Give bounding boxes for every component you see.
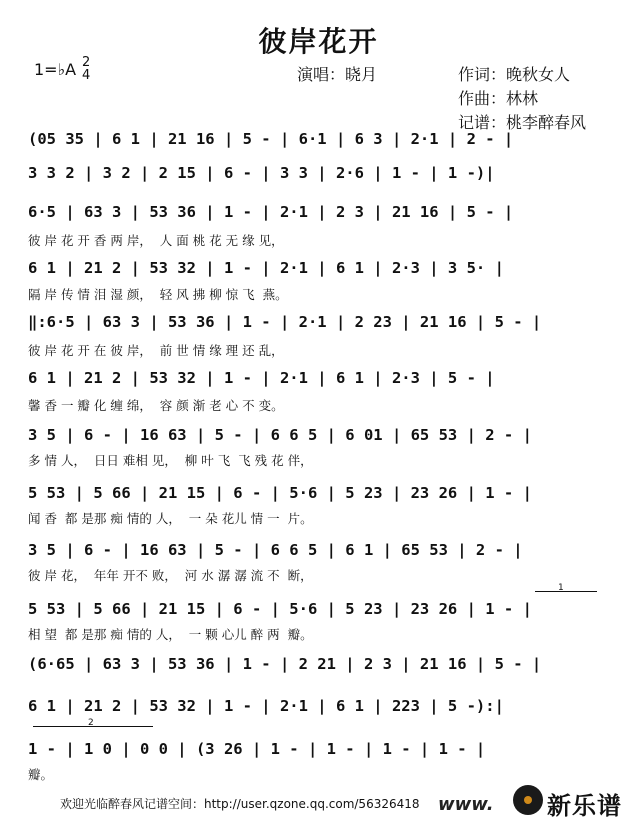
notation-line-7: 3 5 | 6 - | 16 63 | 5 - | 6 6 5 | 6 01 | 65 53 | 2 - | [28,426,532,444]
notation-line-9: 3 5 | 6 - | 16 63 | 5 - | 6 6 5 | 6 1 | 65 53 | 2 - | [28,541,523,559]
lyric-line-8: 闻 香 都 是那 痴 情的 人， 一 朵 花儿 情 一 片。 [28,511,313,526]
time-signature [82,56,90,82]
time-signature-top: 2 [82,55,91,70]
notation-line-2: 3 3 2 | 3 2 | 2 15 | 6 - | 3 3 | 2·6 | 1 - | 1 -)| [28,164,495,182]
notation-line-3: 6·5 | 63 3 | 53 36 | 1 - | 2·1 | 2 3 | 21 16 | 5 - | [28,203,514,221]
logo-text: 新乐谱 [547,792,622,820]
footer-text: 欢迎光临醉春风记谱空间：http://user.qzone.qq.com/56326418 [60,797,420,811]
lyric-line-4: 隔 岸 传 情 泪 湿 颜， 轻 风 拂 柳 惊 飞 燕。 [28,287,288,302]
transcriber-credit: 记谱：桃李醉春风 [458,113,587,132]
time-signature-bottom: 4 [82,68,91,83]
score-title: 彼岸花开 [258,25,379,58]
lyric-line-5: 彼 岸 花 开 在 彼 岸， 前 世 情 缘 理 还 乱， [28,343,284,358]
notation-line-5: ‖:6·5 | 63 3 | 53 36 | 1 - | 2·1 | 2 23 | 21 16 | 5 - | [28,313,542,331]
lyric-line-6: 馨 香 一 瓣 化 缠 绵， 容 颜 渐 老 心 不 变。 [28,398,284,413]
notation-line-6: 6 1 | 21 2 | 53 32 | 1 - | 2·1 | 6 1 | 2·3 | 5 - | [28,369,495,387]
composer-credit: 作曲：林林 [458,89,539,108]
lyric-line-13: 瓣。 [28,767,54,782]
lyric-line-7: 多 情 人， 日日 难相 见， 柳 叶 飞 飞 残 花 伴， [28,453,313,468]
volta-1-number: 1 [558,583,564,593]
notation-line-11: (6·65 | 63 3 | 53 36 | 1 - | 2 21 | 2 3 | 21 16 | 5 - | [28,655,542,673]
key-signature: 1=♭A [34,60,77,79]
record-disc-icon [513,785,543,815]
lyric-line-10: 相 望 都 是那 痴 情的 人， 一 颗 心儿 醉 两 瓣。 [28,627,313,642]
volta-2-number: 2 [88,718,94,728]
volta-1-bracket [535,591,597,592]
notation-line-1: (05 35 | 6 1 | 21 16 | 5 - | 6·1 | 6 3 | 2·1 | 2 - | [28,130,514,148]
lyric-line-9: 彼 岸 花， 年年 开不 败， 河 水 潺 潺 流 不 断， [28,568,313,583]
notation-line-13: 1 - | 1 0 | 0 0 | (3 26 | 1 - | 1 - | 1 - | 1 - | [28,740,486,758]
watermark-text: www. [438,794,494,815]
notation-line-10: 5 53 | 5 66 | 21 15 | 6 - | 5·6 | 5 23 | 23 26 | 1 - | [28,600,532,618]
site-logo [513,784,631,818]
singer-credit: 演唱：晓月 [297,65,378,84]
notation-line-4: 6 1 | 21 2 | 53 32 | 1 - | 2·1 | 6 1 | 2·3 | 3 5· | [28,259,504,277]
notation-line-12: 6 1 | 21 2 | 53 32 | 1 - | 2·1 | 6 1 | 223 | 5 -):| [28,697,504,715]
lyricist-credit: 作词：晚秋女人 [458,65,571,84]
notation-line-8: 5 53 | 5 66 | 21 15 | 6 - | 5·6 | 5 23 | 23 26 | 1 - | [28,484,532,502]
lyric-line-3: 彼 岸 花 开 香 两 岸， 人 面 桃 花 无 缘 见， [28,233,284,248]
